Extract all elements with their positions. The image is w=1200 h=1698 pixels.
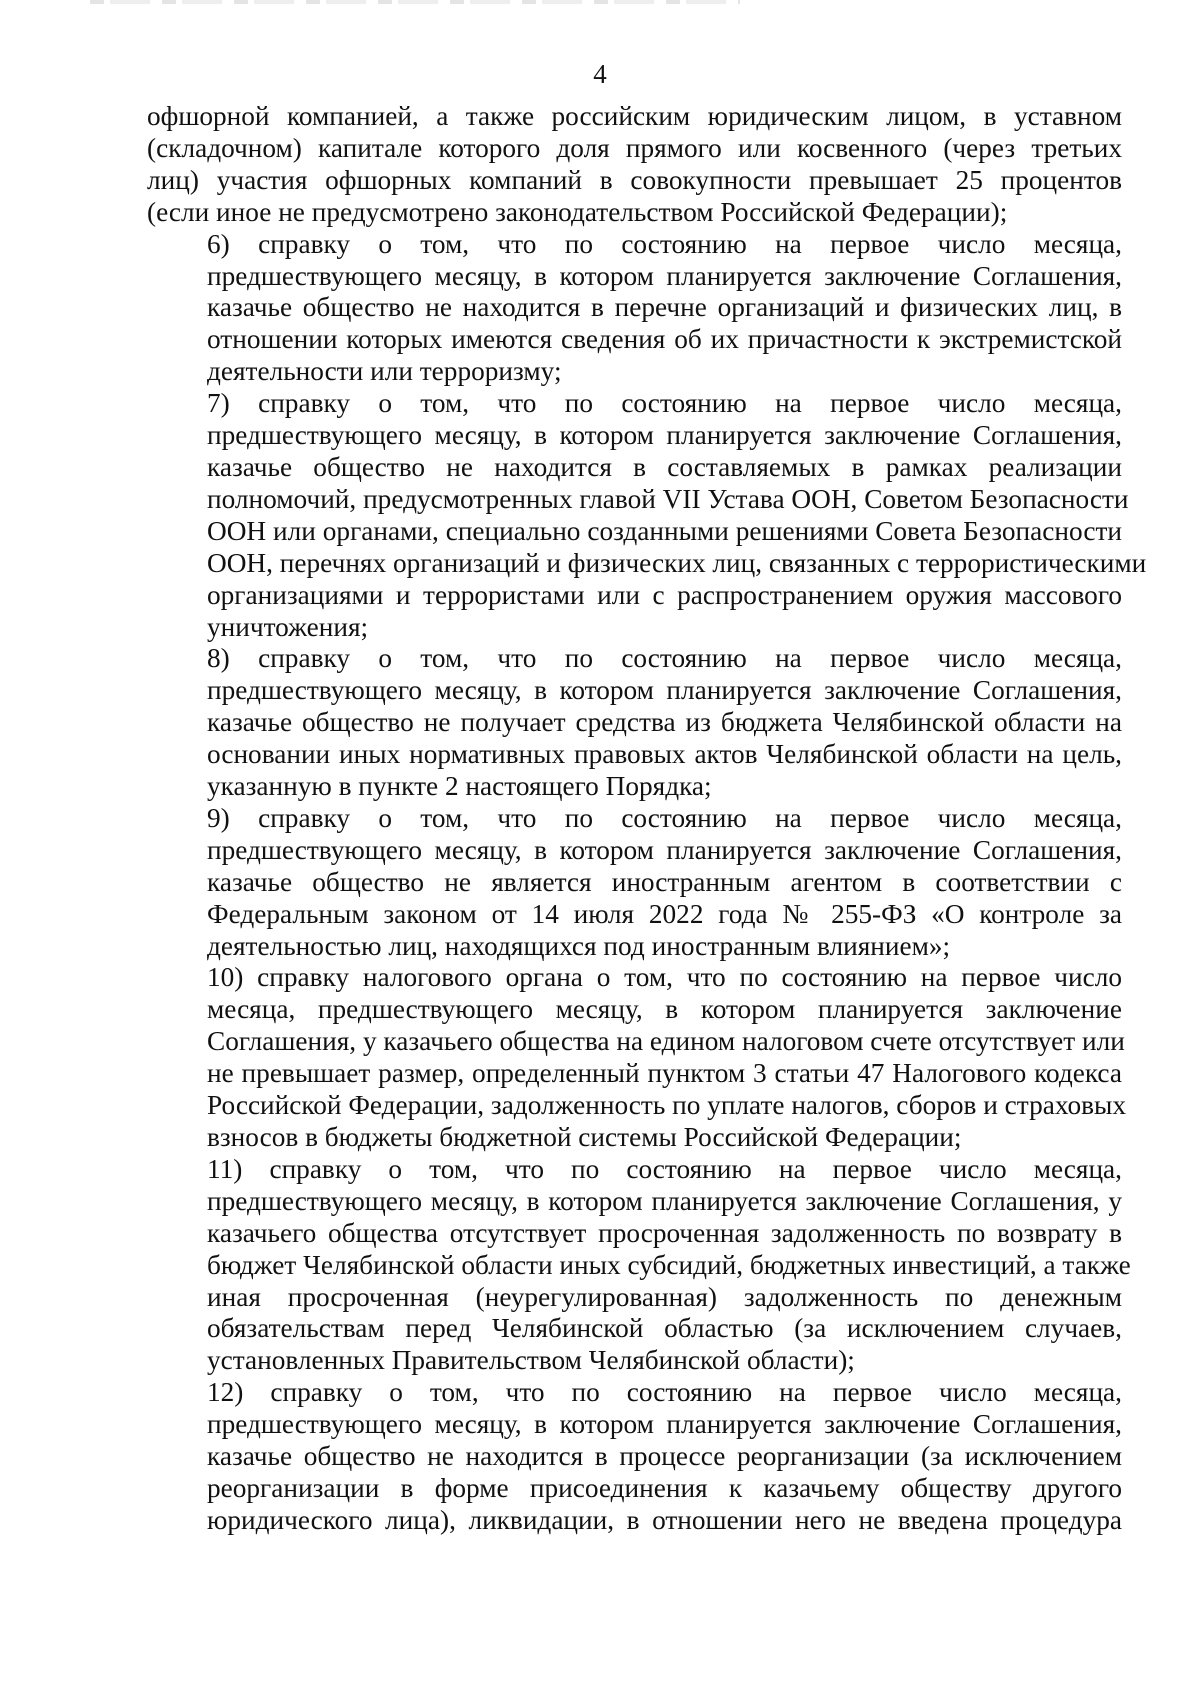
- text-line: предшествующего месяцу, в котором планируется заключение Соглашения,: [207, 260, 1122, 291]
- text-line: Российской Федерации, задолженность по уплате налогов, сборов и страховых: [207, 1090, 1126, 1121]
- text-line: не превышает размер, определенный пунктом 3 статьи 47 Налогового кодекса: [207, 1058, 1122, 1089]
- text-line: юридического лица), ликвидации, в отношении него не введена процедура: [207, 1504, 1122, 1535]
- paragraph: [147, 643, 1122, 803]
- text-line: 11) справку о том, что по состоянию на первое число месяца,: [207, 1153, 1122, 1184]
- text-line: месяца, предшествующего месяцу, в котором планируется заключение: [207, 994, 1122, 1025]
- text-line: предшествующего месяцу, в котором планируется заключение Соглашения,: [207, 675, 1122, 706]
- text-line: указанную в пункте 2 настоящего Порядка;: [207, 771, 712, 802]
- text-line: деятельностью лиц, находящихся под иностранным влиянием»;: [207, 930, 951, 961]
- text-line: отношении которых имеются сведения об их причастности к экстремистской: [207, 324, 1122, 355]
- document-body: [147, 101, 1147, 1537]
- paragraph: [147, 962, 1126, 1153]
- text-line: 8) справку о том, что по состоянию на первое число месяца,: [207, 643, 1122, 674]
- text-line: Федеральным законом от 14 июля 2022 года № 255-ФЗ «О контроле за: [207, 898, 1122, 929]
- text-line: предшествующего месяцу, в котором планируется заключение Соглашения, у: [207, 1185, 1122, 1216]
- text-line: ООН или органами, специально созданными решениями Совета Безопасности: [207, 515, 1122, 546]
- paragraph: [147, 229, 1122, 389]
- text-line: предшествующего месяцу, в котором планируется заключение Соглашения,: [207, 420, 1122, 451]
- text-line: уничтожения;: [207, 611, 369, 642]
- text-line: обязательствам перед Челябинской областью (за исключением случаев,: [207, 1313, 1122, 1344]
- text-line: деятельности или терроризму;: [207, 356, 562, 387]
- scan-artifact: [90, 0, 740, 4]
- text-line: предшествующего месяцу, в котором планируется заключение Соглашения,: [207, 834, 1122, 865]
- text-line: Соглашения, у казачьего общества на едином налоговом счете отсутствует или: [207, 1026, 1125, 1057]
- text-line: 6) справку о том, что по состоянию на первое число месяца,: [207, 228, 1122, 259]
- text-line: иная просроченная (неурегулированная) задолженность по денежным: [207, 1281, 1122, 1312]
- text-line: предшествующего месяцу, в котором планируется заключение Соглашения,: [207, 1409, 1122, 1440]
- text-line: офшорной компанией, а также российским юридическим лицом, в уставном: [147, 101, 1122, 131]
- text-line: (если иное не предусмотрено законодательством Российской Федерации);: [147, 196, 1008, 227]
- text-line: казачье общество не находится в перечне организаций и физических лиц, в: [207, 292, 1122, 323]
- text-line: установленных Правительством Челябинской области);: [207, 1345, 855, 1376]
- text-line: 12) справку о том, что по состоянию на первое число месяца,: [207, 1377, 1122, 1408]
- text-line: ООН, перечнях организаций и физических лиц, связанных с террористическими: [207, 547, 1147, 578]
- text-line: казачье общество не получает средства из бюджета Челябинской области на: [207, 707, 1122, 738]
- text-line: взносов в бюджеты бюджетной системы Российской Федерации;: [207, 1122, 962, 1152]
- text-line: (складочном) капитале которого доля прямого или косвенного (через третьих: [147, 132, 1122, 163]
- paragraph: [147, 388, 1147, 643]
- text-line: казачьего общества отсутствует просроченная задолженность по возврату в: [207, 1217, 1122, 1248]
- text-line: полномочий, предусмотренных главой VII Устава ООН, Советом Безопасности: [207, 483, 1129, 514]
- text-line: 10) справку налогового органа о том, что по состоянию на первое число: [207, 962, 1122, 993]
- text-line: лиц) участия офшорных компаний в совокупности превышает 25 процентов: [147, 164, 1122, 195]
- text-line: казачье общество не является иностранным агентом в соответствии с: [207, 866, 1122, 897]
- text-line: казачье общество не находится в процессе реорганизации (за исключением: [207, 1441, 1122, 1472]
- page-number: 4: [593, 59, 607, 89]
- paragraph: [147, 1153, 1131, 1377]
- paragraph: [147, 803, 1122, 963]
- text-line: 7) справку о том, что по состоянию на первое число месяца,: [207, 388, 1122, 419]
- paragraph: [147, 1377, 1122, 1537]
- text-line: реорганизации в форме присоединения к казачьему обществу другого: [207, 1472, 1122, 1503]
- text-line: организациями и террористами или с распространением оружия массового: [207, 579, 1122, 610]
- text-line: казачье общество не находится в составляемых в рамках реализации: [207, 451, 1122, 482]
- text-line: бюджет Челябинской области иных субсидий, бюджетных инвестиций, а также: [207, 1249, 1131, 1280]
- text-line: 9) справку о том, что по состоянию на первое число месяца,: [207, 802, 1122, 833]
- paragraph: [147, 101, 1122, 229]
- text-line: основании иных нормативных правовых актов Челябинской области на цель,: [207, 739, 1122, 770]
